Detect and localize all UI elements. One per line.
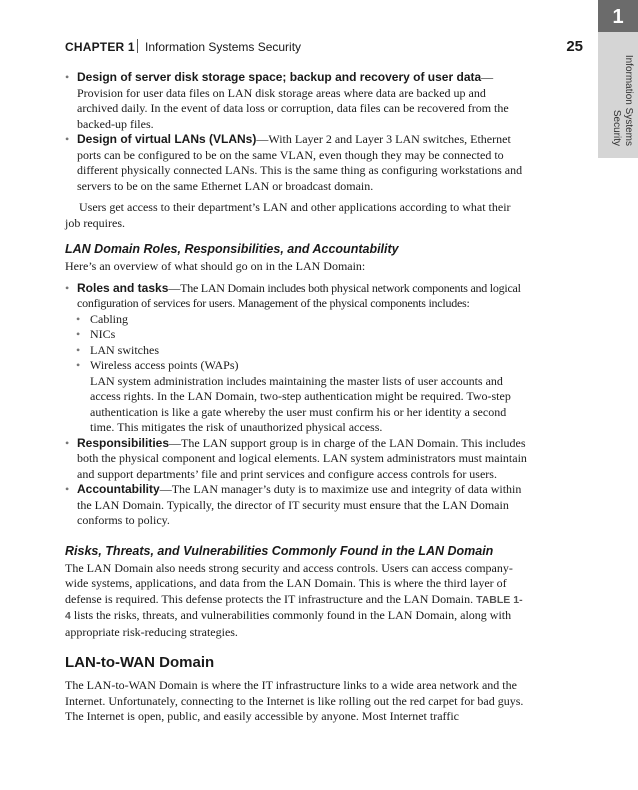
chapter-tab-label: Information Systems Security bbox=[611, 54, 634, 146]
sub-list-item: • LAN switches bbox=[65, 343, 527, 359]
chapter-label: CHAPTER 1 bbox=[65, 40, 135, 54]
running-header bbox=[65, 38, 585, 58]
chapter-side-tab bbox=[598, 0, 638, 158]
chapter-title: Information Systems Security bbox=[145, 40, 302, 54]
sub-list-item: • Wireless access points (WAPs) bbox=[65, 358, 527, 374]
risks-paragraph bbox=[65, 561, 527, 641]
list-item bbox=[65, 281, 527, 312]
page-body bbox=[65, 70, 527, 725]
roles-continuation: LAN system administration includes maintaining the master lists of user accounts and access rights. In the LAN Domain, two-step authentication might be required. Two-step authentication is like a gate whereby the user must confirm his or her identity a second time. This mitigates the risk of unauthorized physical access. bbox=[90, 373, 511, 434]
section-heading-risks: Risks, Threats, and Vulnerabilities Commonly Found in the LAN Domain bbox=[65, 543, 494, 558]
chapter-tab-number: 1 bbox=[598, 0, 638, 32]
section-intro: Here’s an overview of what should go on in the LAN Domain: bbox=[65, 259, 366, 273]
bullet-text: —The LAN Domain includes both physical network components and logical configuration of services for users. Management of the physical components includes: bbox=[77, 280, 521, 310]
bullet-text: —Provision for user data files on LAN disk storage areas where data are backed up and archived daily. In the event of data loss or corruption, data files can be recovered from the backed-up files. bbox=[77, 70, 509, 131]
sub-list-item: • NICs bbox=[65, 327, 527, 343]
table-reference-link[interactable]: TABLE 1-4 bbox=[65, 593, 523, 622]
bullet-text: —The LAN manager’s duty is to maximize use and integrity of data within the LAN Domain. Typically, the director of IT security must ensure that the LAN Domain conforms to policy. bbox=[77, 482, 522, 527]
bullet-term: Responsibilities bbox=[77, 435, 170, 450]
risks-text-after: lists the risks, threats, and vulnerabilities commonly found in the LAN Domain, along with appropriate risk-reducing strategies. bbox=[65, 608, 512, 639]
list-item bbox=[65, 436, 527, 483]
section-heading-lan-wan: LAN-to-WAN Domain bbox=[65, 654, 215, 671]
bullet-term: Accountability bbox=[77, 482, 160, 496]
body-paragraph: Users get access to their department’s LAN and other applications according to what their job requires. bbox=[65, 200, 511, 230]
page-number: 25 bbox=[566, 38, 583, 55]
bullet-term: Design of server disk storage space; backup and recovery of user data bbox=[77, 70, 482, 84]
list-item bbox=[65, 482, 527, 529]
bullet-text: —The LAN support group is in charge of the LAN Domain. This includes both the physical component and logical elements. LAN system administrators must maintain and support departments’ file and print services and configure access controls for users. bbox=[77, 435, 527, 481]
bullet-text: —With Layer 2 and Layer 3 LAN switches, Ethernet ports can be configured to be on the same VLAN, even though they may be connected to different physically connected LANs. This is the same thing as configuring workstations and servers to be on the same Ethernet LAN or broadcast domain. bbox=[77, 132, 523, 193]
section-heading-roles: LAN Domain Roles, Responsibilities, and Accountability bbox=[65, 242, 399, 256]
bullet-term: Design of virtual LANs (VLANs) bbox=[77, 132, 257, 146]
header-divider bbox=[137, 39, 138, 53]
chapter-tab-label-box bbox=[602, 46, 634, 146]
sub-list-item: • Cabling bbox=[65, 312, 527, 328]
lan-wan-paragraph: The LAN-to-WAN Domain is where the IT infrastructure links to a wide area network and the Internet. Unfortunately, connecting to the Internet is like rolling out the red carpet for bad guys. The Internet is open, public, and easily accessible by anyone. Most Internet traffic bbox=[65, 678, 524, 723]
risks-text-before: The LAN Domain also needs strong security and access controls. Users can access company-wide systems, applications, and data from the LAN Domain. This is where the third layer of defense is required. This defense protects the IT infrastructure and the LAN Domain. bbox=[65, 560, 513, 606]
bullet-term: Roles and tasks bbox=[77, 280, 169, 295]
list-item bbox=[65, 70, 527, 132]
list-item bbox=[65, 132, 527, 194]
